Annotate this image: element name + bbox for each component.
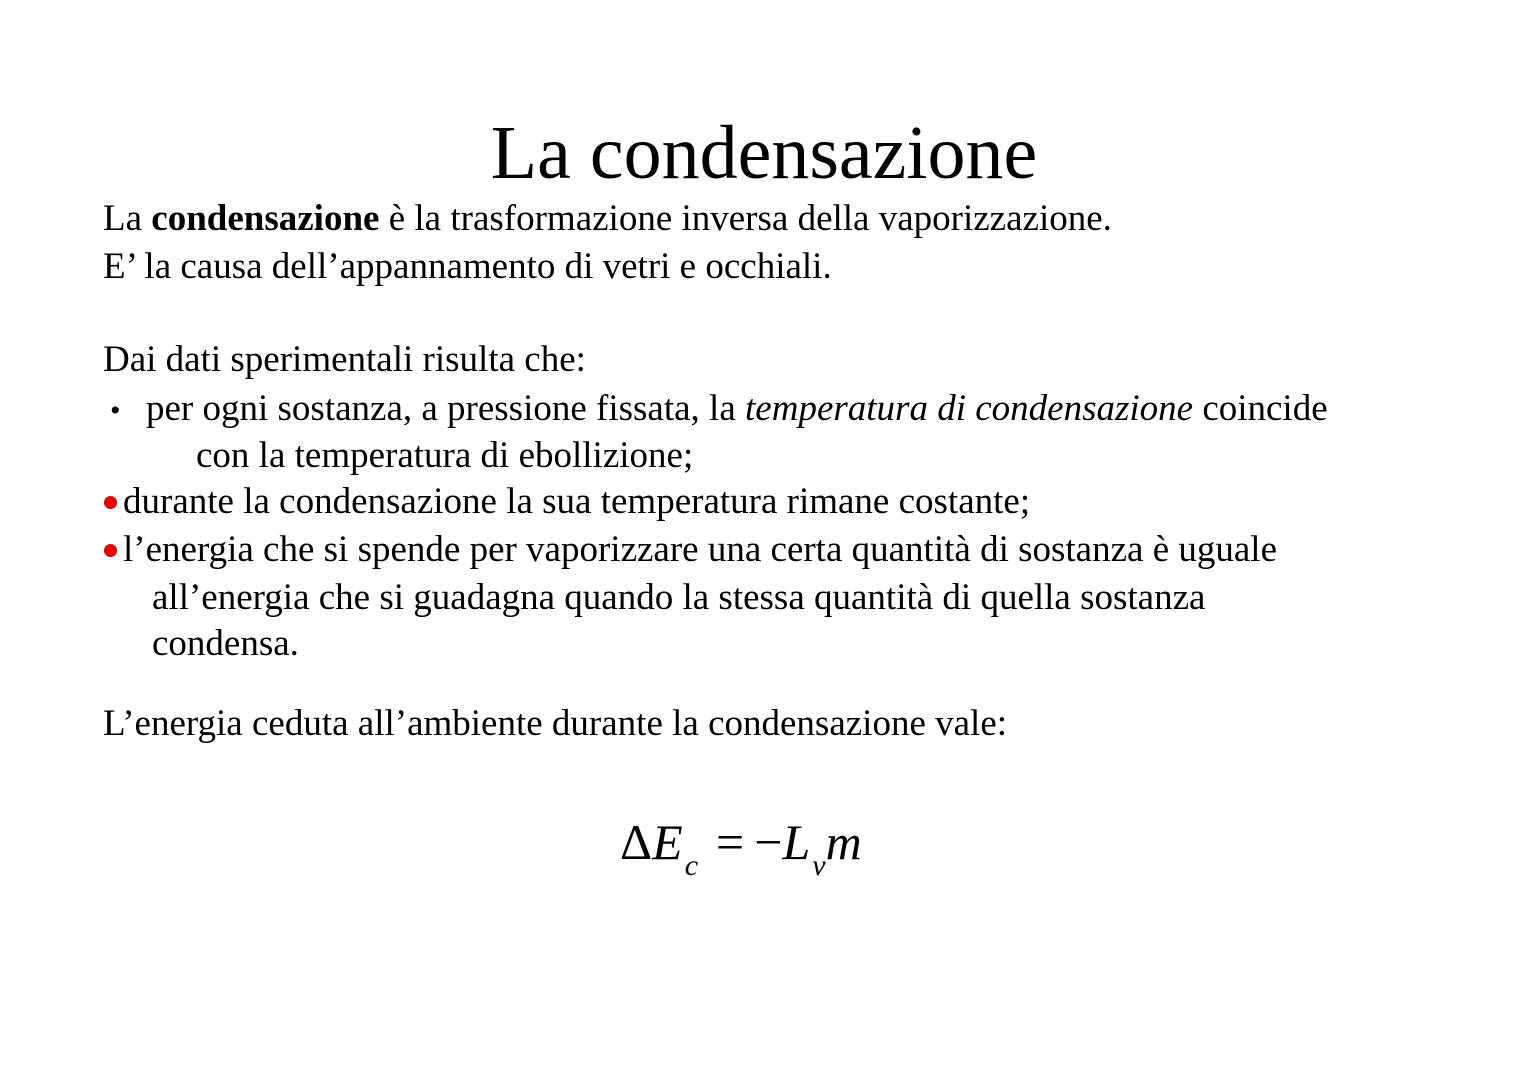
list-item-text: durante la condensazione la sua temperatura rimane costante; (123, 481, 1031, 522)
intro-text: La (103, 198, 152, 239)
intro-bold-term: condensazione (151, 198, 380, 239)
formula-equals: = (716, 814, 745, 870)
formula-mass: m (825, 814, 862, 870)
list-item-3-line-3: condensa. (152, 623, 299, 664)
list-item-3 (104, 527, 1277, 573)
list-item-1-continuation: con la temperatura di ebollizione; (196, 435, 694, 476)
red-bullet-icon (104, 496, 117, 509)
list-item-1 (110, 386, 1328, 434)
formula-latent-heat: L (782, 814, 811, 870)
condensation-energy-formula (620, 812, 862, 880)
formula-minus: − (754, 814, 783, 870)
formula-delta: Δ (620, 814, 653, 870)
list-item-text: coincide (1193, 388, 1328, 429)
intro-line-1 (103, 196, 1112, 242)
intro-text: è la trasformazione inversa della vaporizzazione. (379, 198, 1112, 239)
formula-energy-subscript: c (684, 849, 699, 882)
formula-latent-heat-subscript: v (812, 849, 826, 882)
list-item-text: l’energia che si spende per vaporizzare una certa quantità di sostanza è uguale (123, 529, 1277, 570)
energy-lead: L’energia ceduta all’ambiente durante la condensazione vale: (103, 703, 1008, 744)
page-title: La condensazione (490, 111, 1038, 195)
list-item-text: per ogni sostanza, a pressione fissata, la (146, 388, 746, 429)
bullet-icon: • (110, 394, 121, 427)
experimental-lead: Dai dati sperimentali risulta che: (103, 339, 586, 380)
list-item-2 (104, 479, 1030, 525)
list-item-3-line-2: all’energia che si guadagna quando la stessa quantità di quella sostanza (152, 577, 1206, 618)
list-item-italic: temperatura di condensazione (745, 388, 1194, 429)
formula-energy: E (652, 814, 683, 870)
intro-line-2: E’ la causa dell’appannamento di vetri e occhiali. (103, 246, 832, 287)
red-bullet-icon (104, 544, 117, 557)
